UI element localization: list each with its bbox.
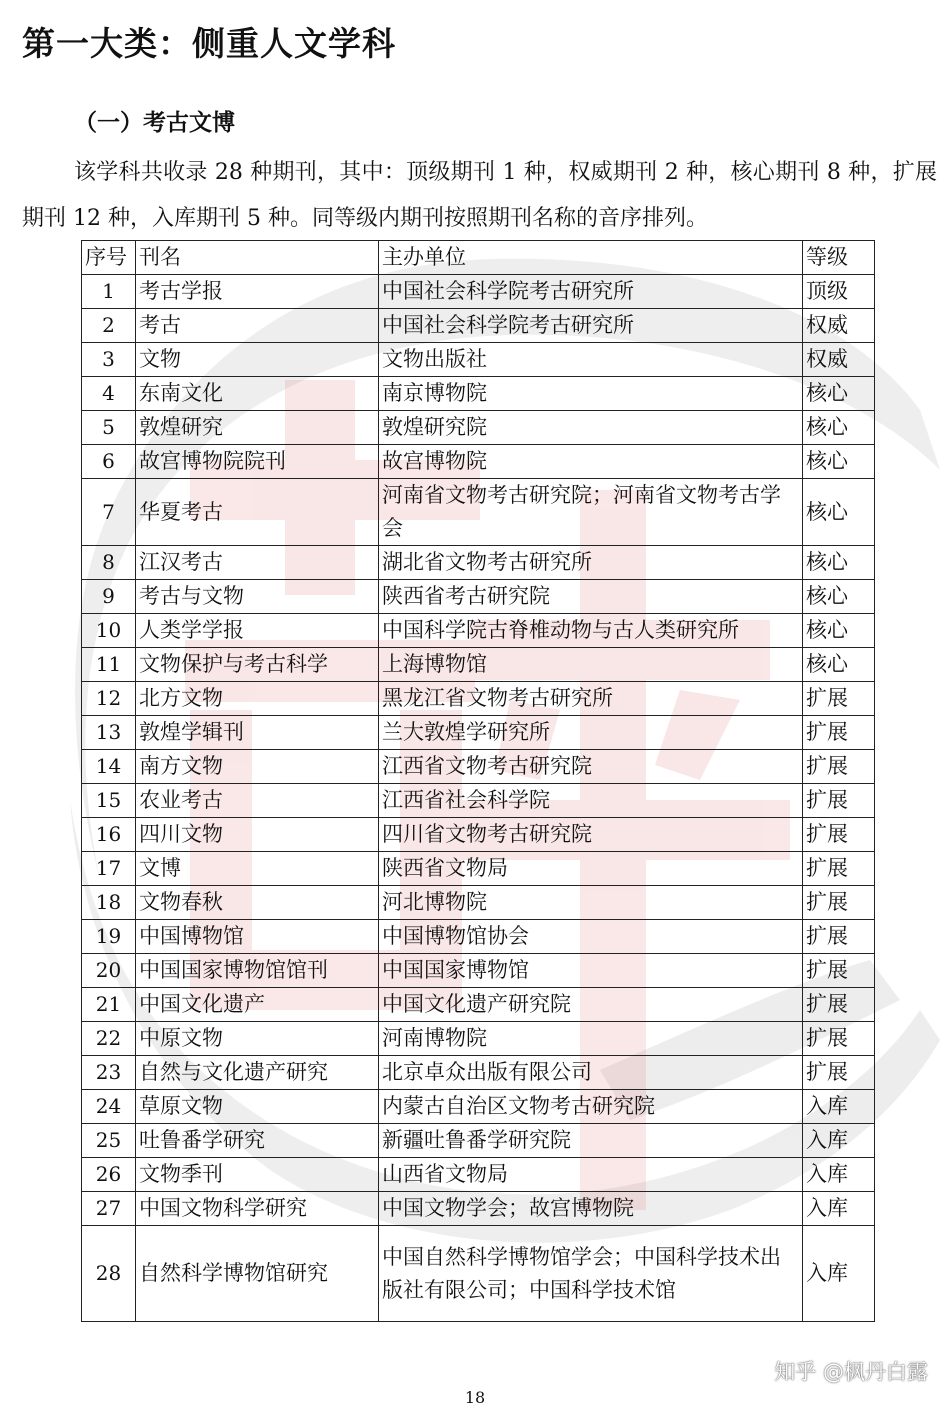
sponsor: 江西省文物考古研究院 — [379, 750, 803, 784]
sponsor: 南京博物院 — [379, 377, 803, 411]
table-row — [82, 648, 875, 682]
table-row — [82, 784, 875, 818]
row-index: 25 — [82, 1124, 136, 1158]
grade: 核心 — [803, 580, 875, 614]
table-row — [82, 1158, 875, 1192]
table-row — [82, 411, 875, 445]
grade: 扩展 — [803, 954, 875, 988]
table-row — [82, 377, 875, 411]
journal-name: 吐鲁番学研究 — [136, 1124, 379, 1158]
sponsor: 内蒙古自治区文物考古研究院 — [379, 1090, 803, 1124]
row-index: 23 — [82, 1056, 136, 1090]
table-row — [82, 546, 875, 580]
grade: 核心 — [803, 614, 875, 648]
row-index: 12 — [82, 682, 136, 716]
row-index: 18 — [82, 886, 136, 920]
journal-name: 南方文物 — [136, 750, 379, 784]
journal-name: 农业考古 — [136, 784, 379, 818]
journal-name: 文物春秋 — [136, 886, 379, 920]
page-number: 18 — [464, 1388, 486, 1407]
sponsor: 河北博物院 — [379, 886, 803, 920]
grade: 核心 — [803, 445, 875, 479]
row-index: 7 — [82, 479, 136, 546]
journal-name: 中国文物科学研究 — [136, 1192, 379, 1226]
grade: 扩展 — [803, 920, 875, 954]
table-row — [82, 309, 875, 343]
table-row — [82, 479, 875, 546]
grade: 扩展 — [803, 1022, 875, 1056]
sponsor: 文物出版社 — [379, 343, 803, 377]
row-index: 9 — [82, 580, 136, 614]
table-row — [82, 1226, 875, 1322]
row-index: 4 — [82, 377, 136, 411]
sponsor: 黑龙江省文物考古研究所 — [379, 682, 803, 716]
sponsor: 中国自然科学博物馆学会；中国科学技术出版社有限公司；中国科学技术馆 — [379, 1226, 803, 1322]
grade: 核心 — [803, 479, 875, 546]
row-index: 11 — [82, 648, 136, 682]
sponsor: 新疆吐鲁番学研究院 — [379, 1124, 803, 1158]
row-index: 1 — [82, 275, 136, 309]
table-row — [82, 1056, 875, 1090]
table-row — [82, 1022, 875, 1056]
grade: 入库 — [803, 1124, 875, 1158]
journal-name: 文物季刊 — [136, 1158, 379, 1192]
table-row — [82, 275, 875, 309]
sponsor: 河南省文物考古研究院；河南省文物考古学会 — [379, 479, 803, 546]
journal-name: 文物保护与考古科学 — [136, 648, 379, 682]
journal-name: 中国国家博物馆馆刊 — [136, 954, 379, 988]
header-grade: 等级 — [803, 241, 875, 275]
journal-name: 自然与文化遗产研究 — [136, 1056, 379, 1090]
section-heading: 第一大类：侧重人文学科 — [22, 24, 396, 63]
grade: 扩展 — [803, 1056, 875, 1090]
grade: 扩展 — [803, 784, 875, 818]
grade: 扩展 — [803, 852, 875, 886]
sponsor: 故宫博物院 — [379, 445, 803, 479]
journal-name: 自然科学博物馆研究 — [136, 1226, 379, 1322]
row-index: 14 — [82, 750, 136, 784]
table-row — [82, 580, 875, 614]
sponsor: 北京卓众出版有限公司 — [379, 1056, 803, 1090]
row-index: 13 — [82, 716, 136, 750]
table-row — [82, 1124, 875, 1158]
sponsor: 河南博物院 — [379, 1022, 803, 1056]
sponsor: 陕西省文物局 — [379, 852, 803, 886]
journal-name: 四川文物 — [136, 818, 379, 852]
row-index: 21 — [82, 988, 136, 1022]
sponsor: 中国社会科学院考古研究所 — [379, 275, 803, 309]
sponsor: 中国文物学会；故宫博物院 — [379, 1192, 803, 1226]
table-row — [82, 750, 875, 784]
header-index: 序号 — [82, 241, 136, 275]
row-index: 16 — [82, 818, 136, 852]
journal-name: 故宫博物院院刊 — [136, 445, 379, 479]
row-index: 6 — [82, 445, 136, 479]
row-index: 27 — [82, 1192, 136, 1226]
grade: 权威 — [803, 309, 875, 343]
journal-name: 草原文物 — [136, 1090, 379, 1124]
row-index: 19 — [82, 920, 136, 954]
grade: 权威 — [803, 343, 875, 377]
journal-name: 中原文物 — [136, 1022, 379, 1056]
sponsor: 中国文化遗产研究院 — [379, 988, 803, 1022]
sponsor: 兰大敦煌学研究所 — [379, 716, 803, 750]
table-row — [82, 988, 875, 1022]
grade: 扩展 — [803, 886, 875, 920]
journal-name: 敦煌学辑刊 — [136, 716, 379, 750]
grade: 核心 — [803, 377, 875, 411]
sponsor: 陕西省考古研究院 — [379, 580, 803, 614]
sponsor: 四川省文物考古研究院 — [379, 818, 803, 852]
table-row — [82, 818, 875, 852]
table-row — [82, 1192, 875, 1226]
grade: 扩展 — [803, 818, 875, 852]
journal-name: 中国博物馆 — [136, 920, 379, 954]
table-row — [82, 682, 875, 716]
grade: 入库 — [803, 1192, 875, 1226]
grade: 扩展 — [803, 750, 875, 784]
journal-table — [81, 240, 875, 1322]
grade: 入库 — [803, 1090, 875, 1124]
row-index: 28 — [82, 1226, 136, 1322]
journal-name: 江汉考古 — [136, 546, 379, 580]
grade: 核心 — [803, 411, 875, 445]
intro-paragraph: 该学科共收录 28 种期刊，其中：顶级期刊 1 种，权威期刊 2 种，核心期刊 8 种，扩展期刊 12 种，入库期刊 5 种。同等级内期刊按照期刊名称的音序排列。 — [22, 160, 937, 231]
table-row — [82, 954, 875, 988]
journal-name: 考古 — [136, 309, 379, 343]
journal-name: 北方文物 — [136, 682, 379, 716]
row-index: 24 — [82, 1090, 136, 1124]
grade: 顶级 — [803, 275, 875, 309]
grade: 核心 — [803, 546, 875, 580]
journal-name: 文博 — [136, 852, 379, 886]
row-index: 3 — [82, 343, 136, 377]
grade: 入库 — [803, 1226, 875, 1322]
table-row — [82, 886, 875, 920]
grade: 扩展 — [803, 716, 875, 750]
row-index: 2 — [82, 309, 136, 343]
row-index: 5 — [82, 411, 136, 445]
sponsor: 上海博物馆 — [379, 648, 803, 682]
table-row — [82, 852, 875, 886]
journal-name: 中国文化遗产 — [136, 988, 379, 1022]
table-row — [82, 1090, 875, 1124]
sponsor: 湖北省文物考古研究所 — [379, 546, 803, 580]
table-row — [82, 445, 875, 479]
table-row — [82, 716, 875, 750]
row-index: 26 — [82, 1158, 136, 1192]
grade: 入库 — [803, 1158, 875, 1192]
grade: 扩展 — [803, 682, 875, 716]
journal-name: 考古与文物 — [136, 580, 379, 614]
journal-name: 人类学学报 — [136, 614, 379, 648]
header-sponsor: 主办单位 — [379, 241, 803, 275]
zhihu-credit-watermark: 知乎 @枫丹白露 — [774, 1360, 928, 1384]
sponsor: 江西省社会科学院 — [379, 784, 803, 818]
journal-name: 敦煌研究 — [136, 411, 379, 445]
sponsor: 中国科学院古脊椎动物与古人类研究所 — [379, 614, 803, 648]
row-index: 22 — [82, 1022, 136, 1056]
grade: 核心 — [803, 648, 875, 682]
journal-name: 东南文化 — [136, 377, 379, 411]
sponsor: 中国博物馆协会 — [379, 920, 803, 954]
subsection-heading: （一）考古文博 — [74, 110, 235, 136]
row-index: 17 — [82, 852, 136, 886]
sponsor: 敦煌研究院 — [379, 411, 803, 445]
header-journal-name: 刊名 — [136, 241, 379, 275]
journal-name: 华夏考古 — [136, 479, 379, 546]
row-index: 10 — [82, 614, 136, 648]
row-index: 8 — [82, 546, 136, 580]
table-row — [82, 343, 875, 377]
table-row — [82, 614, 875, 648]
journal-name: 文物 — [136, 343, 379, 377]
table-row — [82, 920, 875, 954]
row-index: 20 — [82, 954, 136, 988]
sponsor: 中国国家博物馆 — [379, 954, 803, 988]
table-header-row — [82, 241, 875, 275]
sponsor: 中国社会科学院考古研究所 — [379, 309, 803, 343]
journal-name: 考古学报 — [136, 275, 379, 309]
grade: 扩展 — [803, 988, 875, 1022]
sponsor: 山西省文物局 — [379, 1158, 803, 1192]
row-index: 15 — [82, 784, 136, 818]
